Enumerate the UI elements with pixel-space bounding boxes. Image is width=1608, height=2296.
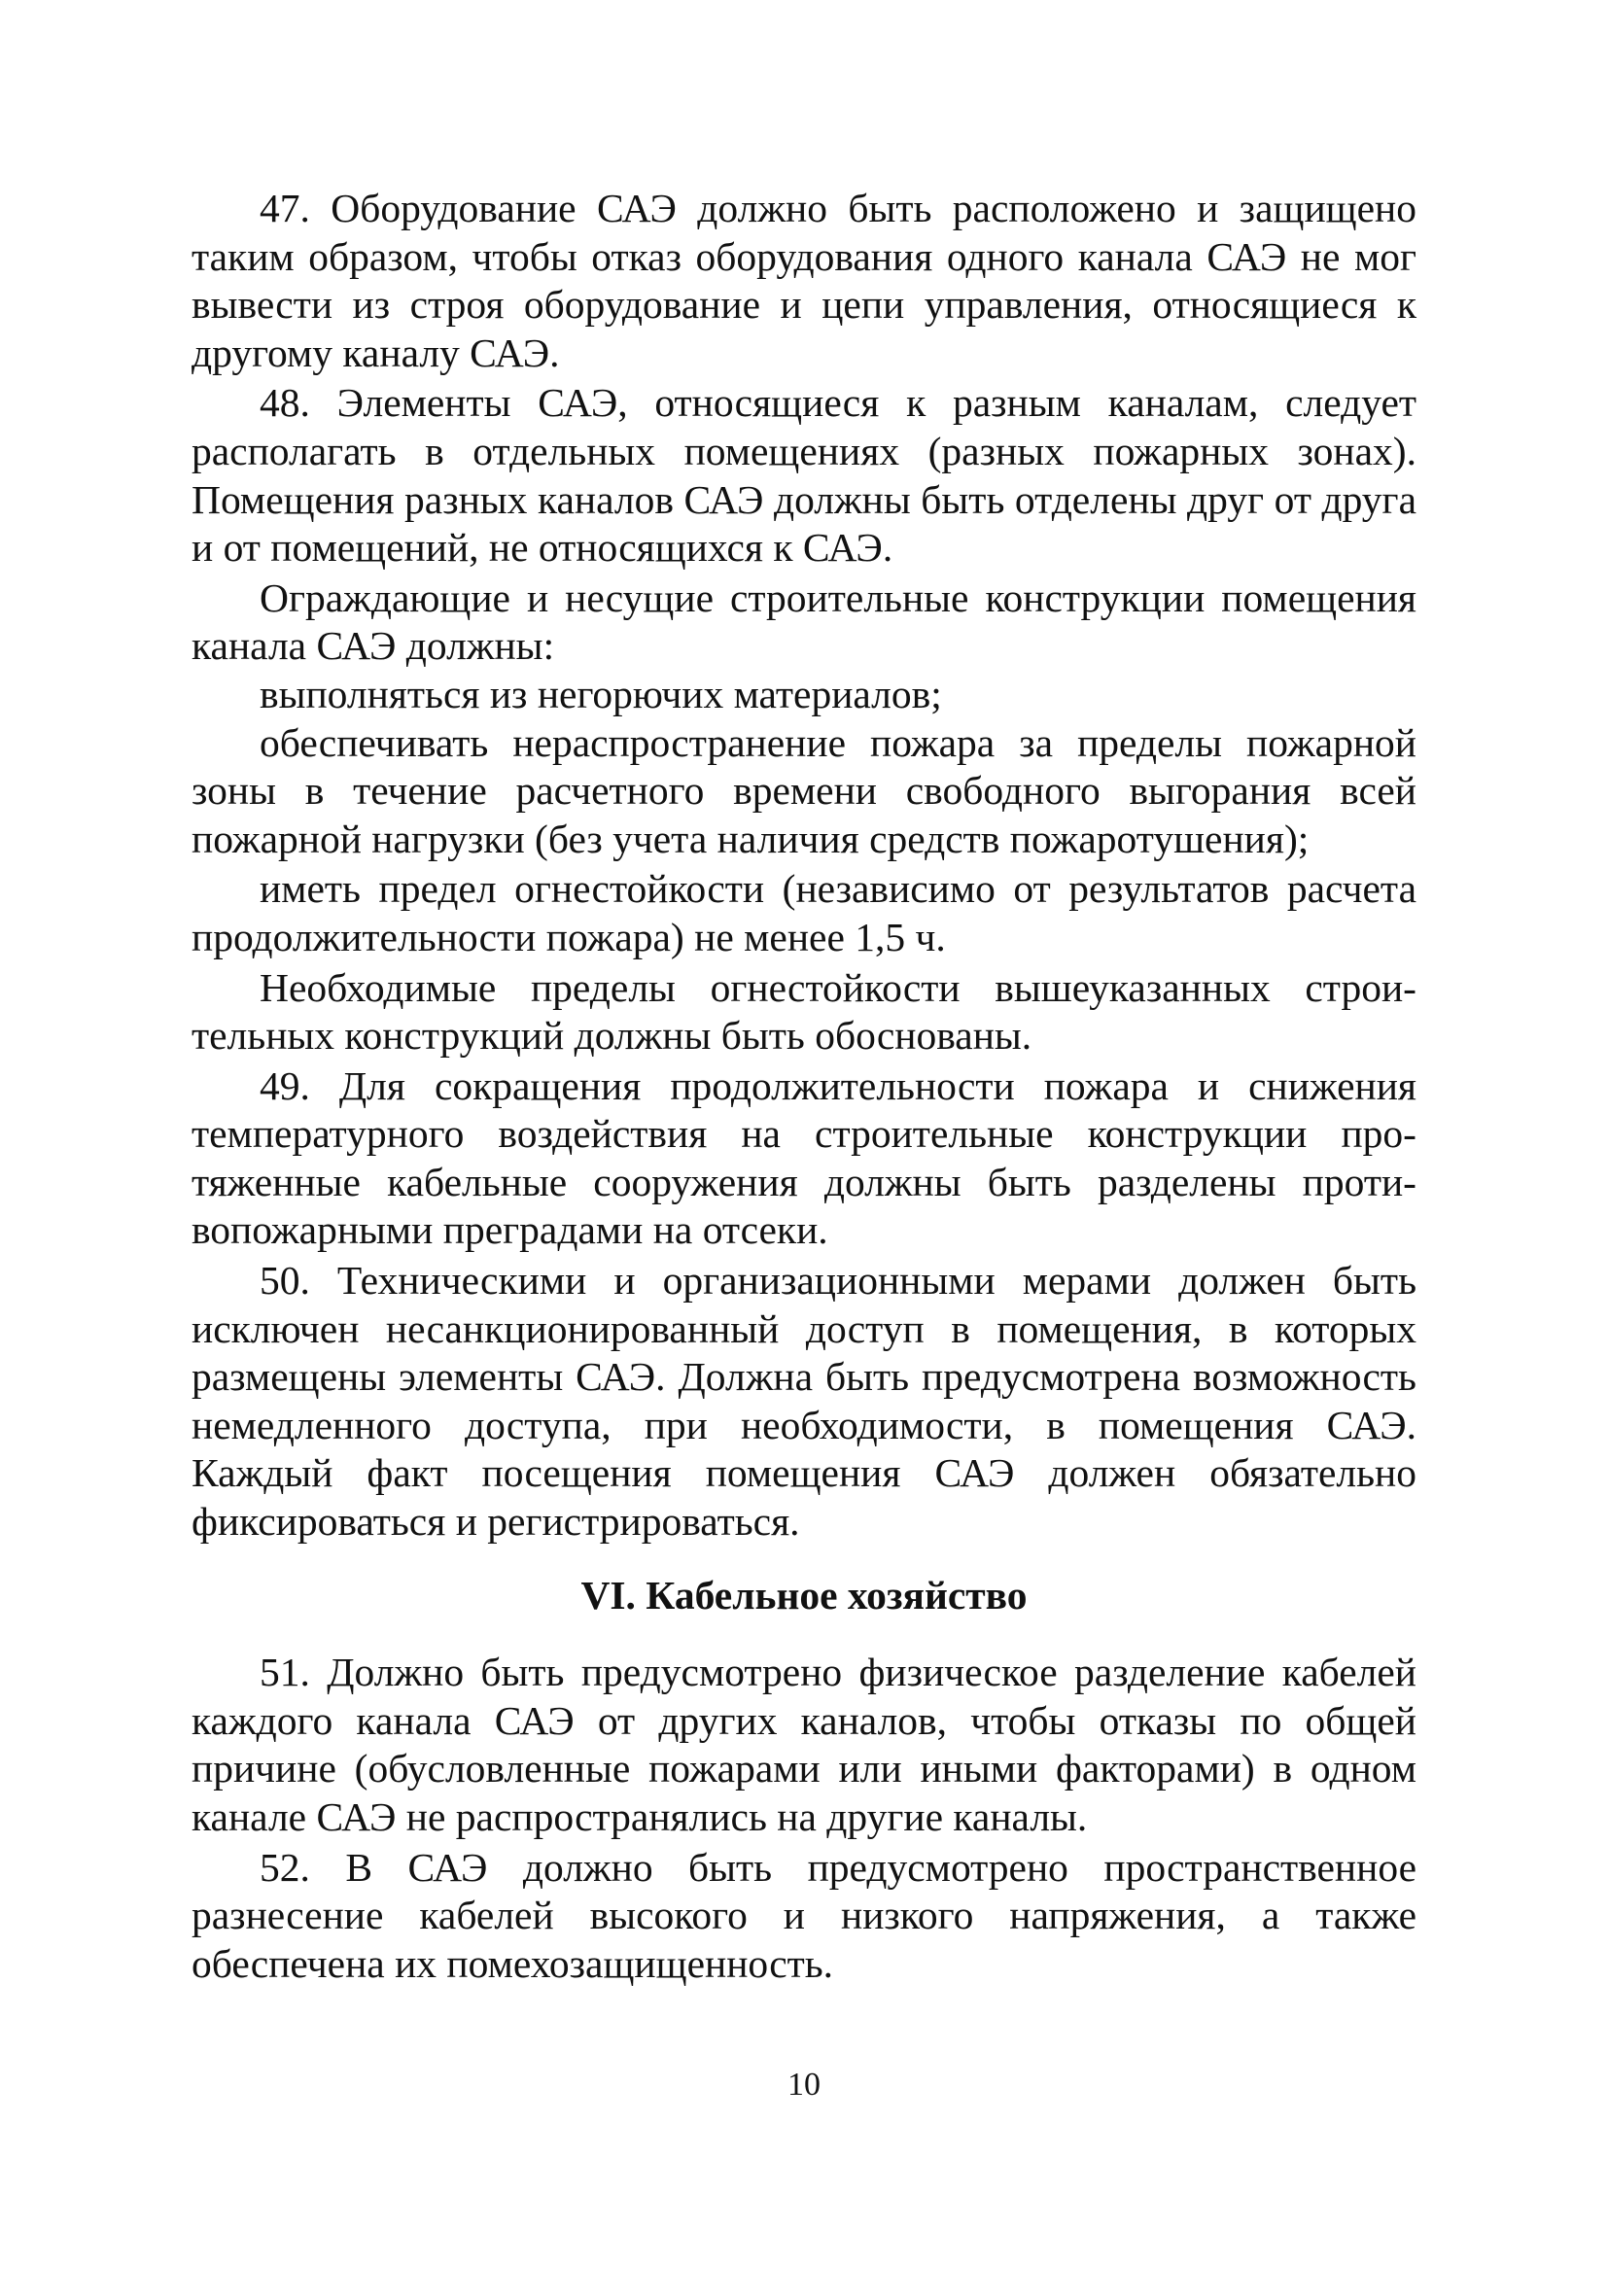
paragraph-48: 48. Элементы САЭ, относящиеся к разным каналам, следует располагать в отдельных помещениях (разных пожарных зонах). Помещения разных каналов САЭ должны быть отделены друг от друга и от помещений, не относящихся к САЭ. [192, 380, 1416, 571]
list-item-noncombustible: выполняться из негорючих материалов; [260, 671, 942, 716]
page-number: 10 [787, 2067, 821, 2103]
paragraph-49: 49. Для сокращения продолжительности пожара и снижения температурного воздействия на строительные конструкции протяженные кабельные сооружения должны быть разделены противопожарными преградами на отсеки. [192, 1062, 1416, 1253]
paragraph-50: 50. Техническими и организационными мерами должен быть исключен несанкционированный доступ в помещения, в которых размещены элементы САЭ. Должна быть предусмотрена возможность немедленного доступа, при необходимости, в помещения САЭ. Каждый факт посещения помещения САЭ должен обязательно фиксироваться и регистрироваться. [192, 1258, 1416, 1545]
document-page [192, 185, 1416, 1988]
section-heading: VI. Кабельное хозяйство [580, 1572, 1028, 1618]
paragraph-47: 47. Оборудование САЭ должно быть расположено и защищено таким образом, чтобы отказ оборудования одного канала САЭ не мог вывести из строя оборудование и цепи управления, относящиеся к другому каналу САЭ. [192, 186, 1416, 375]
paragraph-structures: Ограждающие и несущие строительные конструкции помещения канала САЭ должны: [192, 574, 1416, 669]
list-item-fire-resistance: иметь предел огнестойкости (независимо от результатов расчета продолжительности пожара) не менее 1,5 ч. [192, 866, 1416, 959]
paragraph-justification: Необходимые пределы огнестойкости вышеуказанных строительных конструкций должны быть обоснованы. [192, 964, 1416, 1059]
paragraph-52: 52. В САЭ должно быть предусмотрено пространственное разнесение кабелей высокого и низкого напряжения, а также обеспечена их помехозащищенность. [192, 1844, 1416, 1986]
list-item-fire-spread: обеспечивать нераспространение пожара за пределы пожарной зоны в течение расчетного времени свободного выгорания всей пожарной нагрузки (без учета наличия средств пожаротушения); [192, 719, 1416, 861]
paragraph-51: 51. Должно быть предусмотрено физическое разделение кабелей каждого канала САЭ от других каналов, чтобы отказы по общей причине (обусловленные пожарами или иными факторами) в одном канале САЭ не распространялись на другие каналы. [192, 1650, 1416, 1839]
